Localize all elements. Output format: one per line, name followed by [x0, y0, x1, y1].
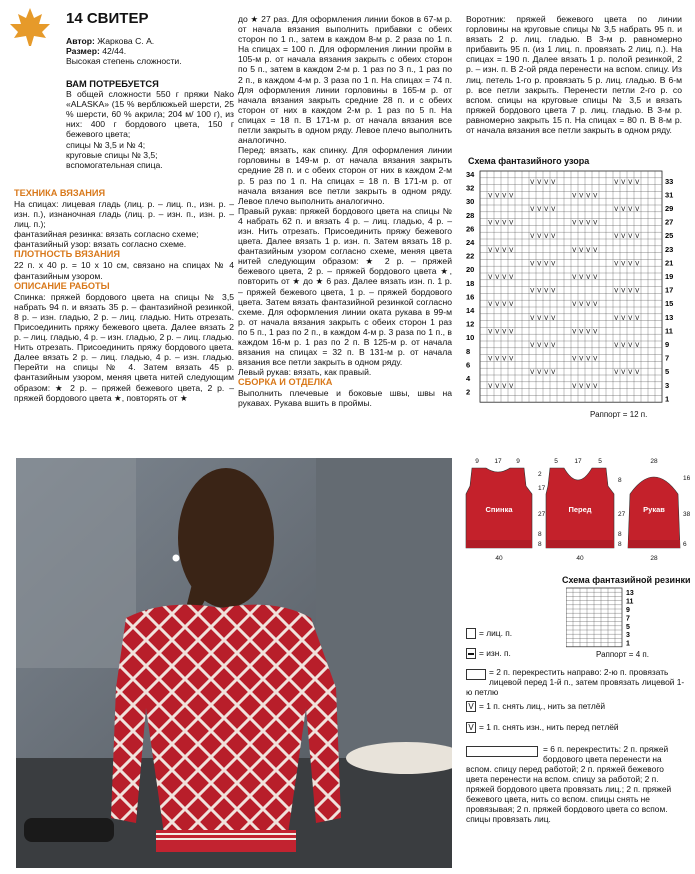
technique-text-3: фантазийный узор: вязать согласно схеме. — [14, 239, 187, 250]
slip-mark: V — [579, 302, 584, 309]
legend-slip-knit: V = 1 п. снять лиц., нить за петлёй — [466, 701, 686, 712]
slip-mark: V — [635, 343, 640, 349]
slip-mark: V — [530, 343, 535, 349]
technique-text: На спицах: лицевая гладь (лиц. р. – лиц. п., изн. р. – изн. п.), изнаночная гладь (лиц. р. – изн. п., изн. р. – лиц. п.); — [14, 199, 234, 230]
slip-mark: V — [537, 234, 542, 241]
rib-row-label: 3 — [626, 632, 630, 640]
slip-mark: V — [502, 275, 507, 281]
row-label-right: 31 — [665, 190, 674, 200]
slip-mark: V — [614, 234, 619, 241]
front-side-4: 8 — [618, 541, 622, 548]
slip-mark: V — [621, 179, 626, 186]
author-name: Жаркова С. А. — [97, 36, 155, 46]
slip-mark: V — [572, 220, 577, 227]
slip-mark: V — [551, 343, 556, 349]
slip-knit-symbol-icon: V — [466, 701, 476, 712]
slip-mark: V — [628, 234, 633, 241]
sleeve-label: Рукав — [643, 505, 665, 514]
scheme1-repeat: Раппорт = 12 п. — [590, 410, 648, 419]
slip-mark: V — [530, 370, 535, 377]
slip-mark: V — [579, 329, 584, 336]
slip-mark: V — [593, 356, 598, 363]
slip-mark: V — [621, 370, 626, 377]
slip-mark: V — [495, 275, 500, 281]
slip-mark: V — [537, 207, 542, 213]
slip-mark: V — [628, 315, 633, 322]
front-top-mid: 17 — [574, 458, 582, 465]
slip-mark: V — [628, 370, 633, 377]
assembly-text: Выполнить плечевые и боковые швы, швы на рукавах. Рукава вшить в проймы. — [238, 388, 452, 409]
rib-chart — [566, 586, 646, 648]
slip-mark: V — [621, 207, 626, 213]
row-label-left: 28 — [466, 210, 475, 220]
slip-mark: V — [502, 383, 507, 390]
materials-circular: круговые спицы № 3,5; — [66, 149, 158, 160]
row-label-left: 14 — [466, 306, 475, 315]
author-label: Автор: — [66, 36, 95, 46]
front-side-2: 27 — [618, 511, 626, 518]
slip-mark: V — [593, 193, 598, 200]
row-label-right: 17 — [665, 285, 674, 295]
slip-mark: V — [586, 302, 591, 309]
sweater-photo — [16, 458, 452, 868]
slip-mark: V — [586, 383, 591, 390]
slip-mark: V — [509, 302, 514, 309]
legend-cross-right: = 2 п. перекрестить направо: 2-ю п. провязать лицевой перед 1-й п., затем провязать лицевой 1-ю петлю — [466, 667, 685, 697]
front-bottom: 40 — [576, 555, 584, 562]
slip-mark: V — [509, 356, 514, 363]
row-label-left: 22 — [466, 251, 475, 261]
slip-mark: V — [537, 370, 542, 377]
slip-mark: V — [621, 343, 626, 349]
slip-mark: V — [495, 220, 500, 227]
slip-mark: V — [502, 356, 507, 363]
row-label-right: 13 — [665, 312, 674, 322]
slip-mark: V — [579, 356, 584, 363]
slip-mark: V — [614, 370, 619, 377]
sleeve-side-1: 16 — [683, 475, 690, 482]
slip-mark: V — [502, 302, 507, 309]
cross-six-symbol-icon — [466, 746, 538, 757]
slip-mark: V — [586, 356, 591, 363]
slip-mark: V — [530, 179, 535, 186]
row-label-right: 9 — [665, 340, 670, 349]
back-top-right: 9 — [516, 458, 520, 465]
slip-mark: V — [579, 383, 584, 390]
collar-block — [466, 14, 682, 135]
slip-mark: V — [586, 275, 591, 281]
slip-mark: V — [544, 315, 549, 322]
row-label-right: 3 — [665, 380, 670, 390]
slip-mark: V — [502, 329, 507, 336]
row-label-right: 27 — [665, 217, 674, 227]
knit-symbol-icon — [466, 628, 476, 639]
slip-mark: V — [509, 220, 514, 227]
row-label-left: 10 — [466, 333, 475, 343]
density-text: 22 п. х 40 р. = 10 х 10 см, связано на спицах № 4 фантазийным узором. — [14, 260, 234, 281]
row-label-right: 11 — [665, 326, 673, 336]
slip-mark: V — [544, 179, 549, 186]
legend-purl: = изн. п. — [466, 648, 566, 659]
slip-mark: V — [572, 193, 577, 200]
slip-mark: V — [593, 275, 598, 281]
row-label-right: 29 — [665, 204, 674, 213]
slip-mark: V — [509, 247, 514, 254]
slip-mark: V — [621, 315, 626, 322]
slip-mark: V — [495, 247, 500, 254]
slip-mark: V — [572, 302, 577, 309]
slip-mark: V — [572, 356, 577, 363]
slip-mark: V — [614, 343, 619, 349]
slip-mark: V — [572, 329, 577, 336]
slip-mark: V — [579, 220, 584, 227]
slip-mark: V — [621, 288, 626, 295]
row-label-right: 19 — [665, 272, 674, 281]
slip-mark: V — [488, 220, 493, 227]
slip-mark: V — [621, 234, 626, 241]
back-side-1: 2 — [538, 471, 542, 478]
back-side-2: 17 — [538, 485, 546, 492]
slip-mark: V — [488, 329, 493, 336]
slip-mark: V — [488, 275, 493, 281]
rib-row-label: 5 — [626, 623, 630, 631]
row-label-right: 23 — [665, 244, 674, 254]
sleeve-top: 28 — [650, 458, 658, 465]
legend-slip-purl: V = 1 п. снять изн., нить перед петлёй — [466, 722, 686, 733]
technique-title: ТЕХНИКА ВЯЗАНИЯ — [14, 188, 106, 198]
slip-mark: V — [635, 261, 640, 268]
slip-mark: V — [551, 370, 556, 377]
back-bottom: 40 — [495, 555, 503, 562]
slip-mark: V — [593, 383, 598, 390]
work-text: Спинка: пряжей бордового цвета на спицы № 3,5 набрать 94 п. и вязать 35 р. – фантазийной резинкой, 8 р. – изн. гладью, 2 р. – лиц. гладью. Нить отрезать. Присоединить пряжу бежевого цвета. Далее вязать 2 р. – лиц. гладью, 4 р. – изн. гладью, 2 р. – лиц. гладью. Нить отрезать. Присоединить пряжу бордового цвета. Далее вязать 2 р. – лиц. гладью, 4 р. – изн. гладью. Перейти на спицы № 4. Затем вязать 45 р. фантазийным узором, меняя цвета нитей следующим образом: ★ 2 р. – пряжей бежевого цвета, 2 р. – пряжей бордового цвета ★, повторять от ★ — [14, 291, 234, 403]
slip-mark: V — [621, 261, 626, 268]
slip-mark: V — [579, 275, 584, 281]
rib-row-label: 7 — [626, 615, 630, 623]
slip-mark: V — [593, 302, 598, 309]
slip-mark: V — [635, 315, 640, 322]
work-title: ОПИСАНИЕ РАБОТЫ — [14, 280, 110, 291]
slip-mark: V — [628, 179, 633, 186]
slip-mark: V — [593, 329, 598, 336]
slip-mark: V — [614, 207, 619, 213]
back-continued: до ★ 27 раз. Для оформления линии боков в 67-м р. от начала вязания выполнить прибавки с обеих сторон по 1 п., затем в каждом 8-м р. 2 раза по 1 п. На спицах = 100 п. Для оформления линии пройм в 105-м р. от начала вязания закрыть с обеих сторон по 5 п., затем в каждом 2-м р. 1 раз по 3 п., 1 раз по 2 п., в каждом 4-м р. 3 раза по 1 п. На спицах = 74 п. Для оформления линии горловины в 165-м р. от начала вязания закрыть средние 28 п. и с обеих сторон от них в каждом 2-м р. 1 раз по 5 п. На спицах = 18 п. В 171-м р. от начала вязания все петли закрыть в одном ряду. Левое плечо выполнить аналогично. — [238, 14, 452, 146]
slip-mark: V — [593, 247, 598, 254]
slip-mark: V — [495, 356, 500, 363]
assembly-title: СБОРКА И ОТДЕЛКА — [238, 377, 333, 388]
density-title: ПЛОТНОСТЬ ВЯЗАНИЯ — [14, 249, 121, 260]
slip-mark: V — [495, 329, 500, 336]
slip-mark: V — [488, 383, 493, 390]
slip-mark: V — [551, 179, 556, 186]
slip-mark: V — [635, 179, 640, 186]
slip-mark: V — [614, 261, 619, 268]
maple-leaf-icon — [8, 6, 52, 48]
row-label-left: 4 — [466, 374, 471, 383]
front-text: Перед: вязать, как спинку. Для оформления линии горловины в 149-м р. от начала вязания закрыть средние 28 п. и с обеих сторон от них в каждом 2-м р. 5 раз по 1 п. На спицах = 18 п. В 171-м р. от начала вязания все петли закрыть в одном ряду. Левое плечо выполнить аналогично. — [238, 145, 452, 206]
size-label: Размер: — [66, 46, 100, 57]
slip-mark: V — [495, 302, 500, 309]
row-label-right: 33 — [665, 176, 674, 186]
slip-mark: V — [579, 247, 584, 254]
slip-mark: V — [551, 261, 556, 268]
row-label-right: 15 — [665, 299, 674, 309]
row-label-left: 30 — [466, 197, 475, 207]
purl-symbol-icon — [466, 648, 476, 659]
back-top-mid: 17 — [494, 458, 502, 465]
row-label-left: 8 — [466, 346, 471, 356]
slip-mark: V — [537, 179, 542, 186]
slip-mark: V — [579, 193, 584, 200]
row-label-left: 32 — [466, 183, 475, 193]
rib-chart-grid — [566, 586, 646, 648]
slip-mark: V — [530, 207, 535, 213]
slip-mark: V — [530, 315, 535, 322]
slip-mark: V — [509, 193, 514, 200]
garment-patterns — [458, 454, 690, 574]
slip-mark: V — [502, 247, 507, 254]
row-label-left: 18 — [466, 278, 475, 288]
back-side-5: 8 — [538, 541, 542, 548]
slip-mark: V — [551, 288, 556, 295]
front-label: Перед — [568, 505, 592, 514]
slip-mark: V — [530, 261, 535, 268]
slip-mark: V — [628, 343, 633, 349]
sleeve-bottom: 28 — [650, 555, 658, 562]
legend-knit: = лиц. п. — [466, 628, 566, 639]
materials-title: ВАМ ПОТРЕБУЕТСЯ — [66, 79, 159, 89]
difficulty: Высокая степень сложности. — [66, 56, 182, 67]
row-label-left: 16 — [466, 292, 475, 302]
slip-mark: V — [572, 247, 577, 254]
row-label-left: 24 — [466, 238, 475, 247]
slip-mark: V — [635, 207, 640, 213]
slip-mark: V — [544, 370, 549, 377]
slip-mark: V — [537, 343, 542, 349]
slip-mark: V — [488, 302, 493, 309]
technique-text-2: фантазийная резинка: вязать согласно схеме; — [14, 229, 199, 240]
slip-mark: V — [635, 370, 640, 377]
slip-mark: V — [495, 193, 500, 200]
slip-mark: V — [593, 220, 598, 227]
slip-mark: V — [509, 329, 514, 336]
slip-mark: V — [614, 315, 619, 322]
slip-mark: V — [628, 207, 633, 213]
slip-mark: V — [488, 193, 493, 200]
rib-row-label: 13 — [626, 590, 634, 598]
rib-row-label: 9 — [626, 607, 630, 614]
back-side-4: 8 — [538, 531, 542, 538]
row-label-right: 25 — [665, 231, 674, 241]
slip-purl-symbol-icon: V — [466, 722, 476, 733]
slip-mark: V — [488, 356, 493, 363]
row-label-left: 2 — [466, 387, 471, 397]
slip-mark: V — [544, 234, 549, 241]
slip-mark: V — [544, 207, 549, 213]
slip-mark: V — [544, 261, 549, 268]
row-label-left: 12 — [466, 319, 475, 329]
rib-row-label: 1 — [626, 640, 630, 648]
slip-mark: V — [488, 247, 493, 254]
rib-row-label: 11 — [626, 598, 634, 606]
row-label-left: 20 — [466, 265, 475, 275]
back-label: Спинка — [485, 505, 513, 514]
slip-mark: V — [551, 207, 556, 213]
slip-mark: V — [551, 234, 556, 241]
slip-mark: V — [586, 193, 591, 200]
scheme1-title: Схема фантазийного узора — [468, 156, 590, 166]
row-label-left: 26 — [466, 224, 475, 234]
page-title: 14 СВИТЕР — [66, 10, 149, 27]
materials-block — [66, 79, 234, 170]
row-label-left: 6 — [466, 360, 471, 370]
sleeve-side-3: 6 — [683, 541, 687, 548]
slip-mark: V — [495, 383, 500, 390]
materials-needles: спицы № 3,5 и № 4; — [66, 139, 146, 150]
front-side-1: 8 — [618, 477, 622, 484]
materials-aux: вспомогательная спица. — [66, 159, 163, 170]
row-label-right: 1 — [665, 394, 670, 404]
row-label-right: 5 — [665, 367, 670, 377]
technique-block — [14, 188, 234, 403]
back-top-left: 9 — [475, 458, 479, 465]
slip-mark: V — [502, 193, 507, 200]
cross-right-symbol-icon — [466, 669, 486, 680]
slip-mark: V — [544, 288, 549, 295]
slip-mark: V — [509, 383, 514, 390]
slip-mark: V — [635, 234, 640, 241]
legend-cross-six: = 6 п. перекрестить: 2 п. пряжей бордового цвета перенести на вспом. спицу перед работой; 2 п. пряжей бежевого цвета перенести на вспом. спицу за работой; 2 п. пряжей бордового цвета провязать лиц.; 2 п. пряжей бежевого цвета, нить со вспом. спицы снять не провязывая; 2 п. пряжей бордового цвета со вспом. спицы провязать лиц. — [466, 744, 672, 824]
right-sleeve-text: Правый рукав: пряжей бордового цвета на спицы № 4 набрать 62 п. и вязать 4 р. – лиц. гладью, 4 р. – изн. Нить отрезать. Присоединить пряжу бежевого цвета. Далее вязать 1 р. изн. п. Затем вязать 18 р. фантазийным узором согласно схеме, меняя цвета нитей следующим образом: ★ 2 р. – пряжей бежевого цвета, 2 р. – пряжей бордового цвета ★, повторить от ★ до ★ 6 раз. Далее вязать изн. п. 1 р. – пряжей бежевого цвета, 1 р. – пряжей бордового цвета. Затем вязать фантазийной резинкой согласно схеме. Для оформления линии оката рукава в 99-м р. от начала вязания закрыть с обеих сторон 1 раз по 5 п., 1 раз по 2 п., в каждом 4-м р. 3 раза по 1 п., в каждом 16-м р. 1 раз по 2 п. В 125-м р. от начала вязания на спицах = 32 п. В 131-м р. от начала вязания все петли закрыть в одном ряду. — [238, 205, 452, 368]
front-top-left: 5 — [554, 458, 558, 465]
column-2 — [238, 14, 452, 409]
slip-mark: V — [628, 288, 633, 295]
row-label-right: 7 — [665, 353, 670, 363]
slip-mark: V — [530, 288, 535, 295]
slip-mark: V — [635, 288, 640, 295]
slip-mark: V — [572, 275, 577, 281]
size-value: 42/44. — [102, 46, 127, 57]
slip-mark: V — [572, 383, 577, 390]
collar-text: Воротник: пряжей бежевого цвета по линии горловины на круговые спицы № 3,5 набрать 95 п. и вязать 2 р. лиц. гладью. В 3-м р. равномерно прибавить 95 п. (из 1 лиц. п. провязать 2 лиц. п.). На спицах = 190 п. Далее вязать 1 р. полой резинкой, 2 р. – изн. п. В 2-ой ряда перенести на вспом. спицу. Из лиц. петель 1-го р. провязать 5 р. лиц. гладью. В 6-м р. все петли закрыть. Перенести петли 2-го р. со вспом. спицы на круговые спицы № 3,5 и вязать пряжей бордового цвета 7 р. лиц. гладью. В 3-м р. равномерно закрыть 15 п. На спицах = 80 п. В 8-м р. от начала вязания все петли закрыть в одном ряду. — [466, 14, 682, 136]
slip-mark: V — [586, 247, 591, 254]
left-sleeve-text: Левый рукав: вязать, как правый. — [238, 367, 372, 378]
sleeve-side-2: 38 — [683, 511, 690, 518]
slip-mark: V — [537, 288, 542, 295]
slip-mark: V — [628, 261, 633, 268]
front-top-right: 5 — [598, 458, 602, 465]
slip-mark: V — [614, 288, 619, 295]
front-side-3: 8 — [618, 531, 622, 538]
materials-text: В общей сложности 550 г пряжи Nako «ALASKA» (15 % верблюжьей шерсти, 25 % шерсти, 60 % акрила; 204 м/ 100 г), из них: 400 г бордового цвета, 150 г бежевого цвета; — [66, 89, 234, 140]
slip-mark: V — [502, 220, 507, 227]
slip-mark: V — [530, 234, 535, 241]
slip-mark: V — [509, 275, 514, 281]
scheme2-title: Схема фантазийной резинки — [562, 575, 691, 585]
slip-mark: V — [586, 329, 591, 336]
slip-mark: V — [537, 261, 542, 268]
author-block — [66, 36, 236, 66]
slip-mark: V — [614, 179, 619, 186]
slip-mark: V — [586, 220, 591, 227]
slip-mark: V — [544, 343, 549, 349]
scheme2-repeat: Раппорт = 4 п. — [596, 650, 649, 659]
back-side-3: 27 — [538, 511, 546, 518]
slip-mark: V — [551, 315, 556, 322]
pattern-chart-grid — [466, 167, 686, 407]
row-label-right: 21 — [665, 258, 674, 268]
slip-mark: V — [537, 315, 542, 322]
pattern-chart — [466, 167, 686, 407]
row-label-left: 34 — [466, 170, 475, 179]
